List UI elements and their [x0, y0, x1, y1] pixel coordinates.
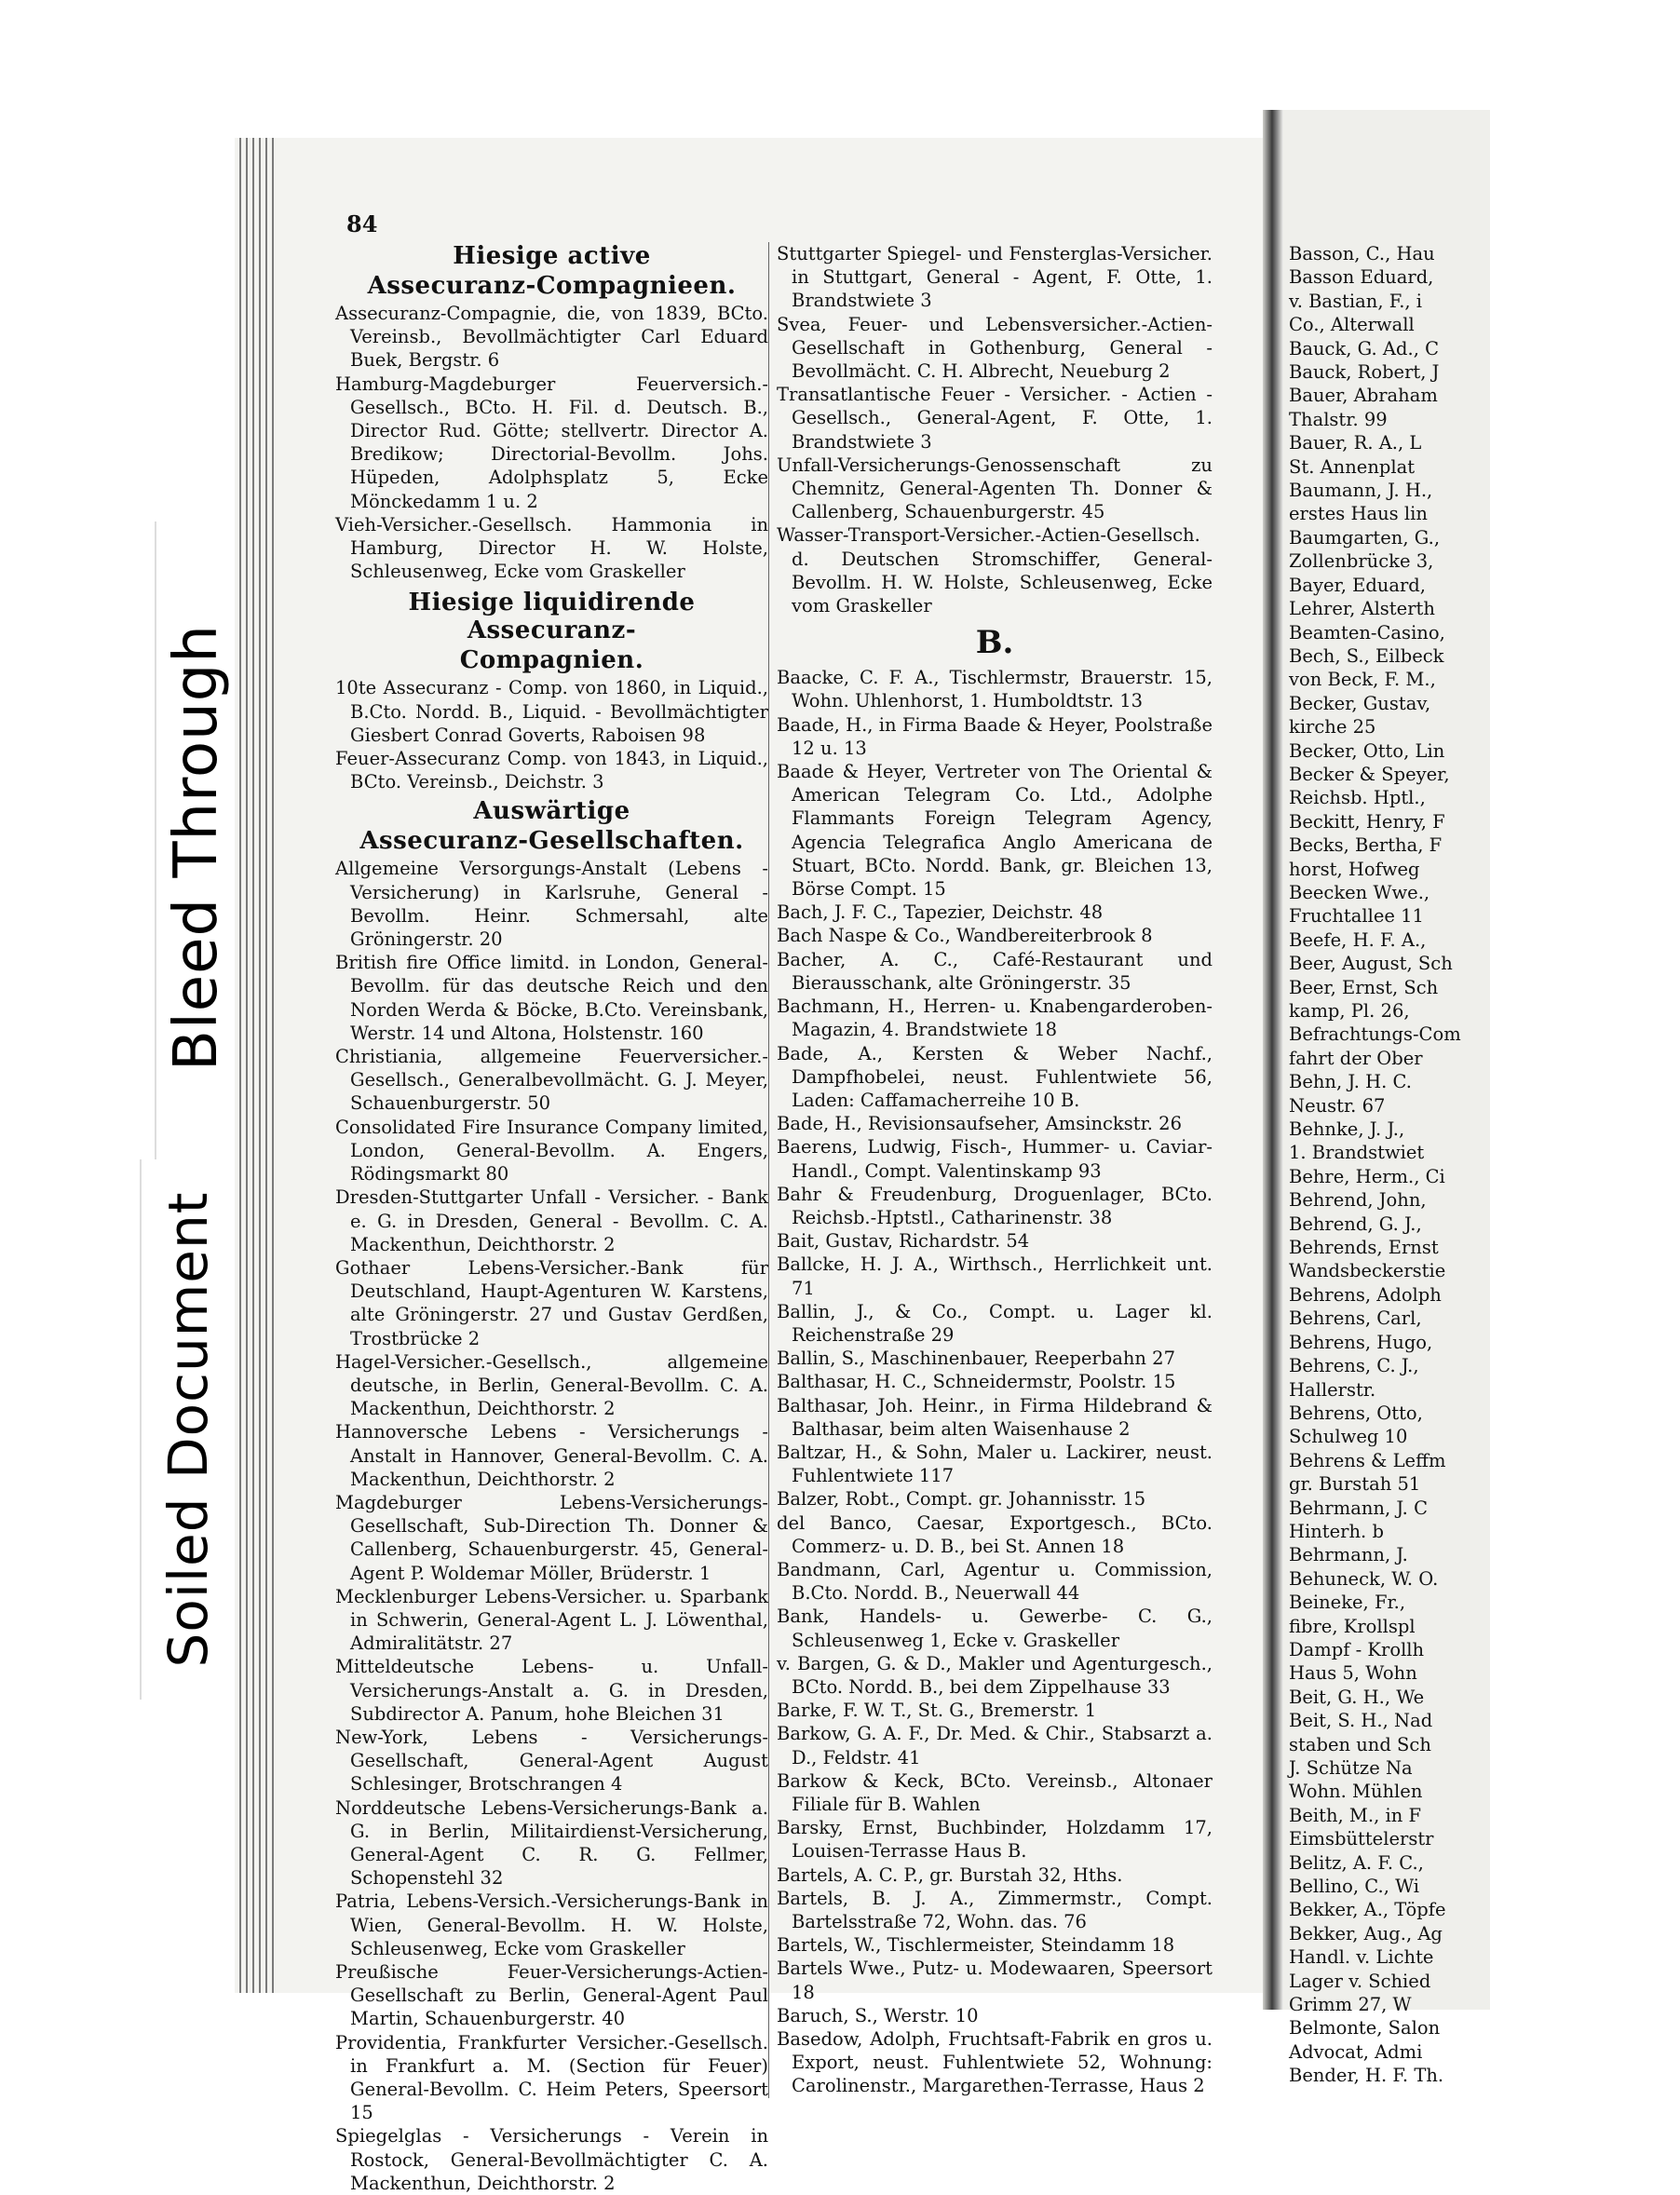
directory-entry: Allgemeine Versorgungs-Anstalt (Lebens - Versicherung) in Karlsruhe, General - Bevollm. Heinr. Schmersahl, alte Gröningerstr. 20: [335, 858, 768, 951]
directory-entry: Feuer-Assecuranz Comp. von 1843, in Liquid., BCto. Vereinsb., Deichstr. 3: [335, 748, 768, 793]
facing-page-line: von Beck, F. M.,: [1289, 669, 1436, 691]
directory-entry: Balzer, Robt., Compt. gr. Johannisstr. 15: [777, 1488, 1146, 1511]
facing-page-line: Wandsbeckerstie: [1289, 1260, 1446, 1282]
directory-entry: Hamburg-Magdeburger Feuerversich.-Gesellsch., BCto. H. Fil. d. Deutsch. B., Director Rud. Götte; stellvertr. Director A. Bredikow; Directorial-Bevollm. Johs. Hüpeden, Adolphsplatz 5, Ecke Mönckedamm 1 u. 2: [335, 373, 768, 512]
left-column: [335, 242, 768, 2195]
facing-page-line: Behrens, C. J.,: [1289, 1355, 1419, 1377]
soiled-document-label-box: [140, 1159, 235, 1700]
soiled-document-label: Soiled Document: [156, 1191, 220, 1668]
facing-page-line: Becker, Otto, Lin: [1289, 739, 1445, 762]
facing-page-line: Beer, Ernst, Sch: [1289, 976, 1439, 998]
facing-page-line: Beit, S. H., Nad: [1289, 1710, 1433, 1732]
directory-entry: Baacke, C. F. A., Tischlermstr, Brauerstr. 15, Wohn. Uhlenhorst, 1. Humboldtstr. 13: [777, 667, 1213, 712]
facing-page-line: fibre, Krollspl: [1289, 1615, 1416, 1637]
directory-entry: Bartels, A. C. P., gr. Burstah 32, Hths.: [777, 1863, 1123, 1886]
directory-entry: 10te Assecuranz - Comp. von 1860, in Liquid., B.Cto. Nordd. B., Liquid. - Bevollmächtigter Giesbert Conrad Goverts, Raboisen 98: [335, 677, 768, 746]
directory-entry: Mitteldeutsche Lebens- u. Unfall-Versicherungs-Anstalt a. G. in Dresden, Subdirector A. Panum, hohe Bleichen 31: [335, 1656, 768, 1725]
facing-page-line: erstes Haus lin: [1289, 503, 1428, 525]
facing-page-line: Bauck, G. Ad., C: [1289, 337, 1440, 359]
facing-page-line: Becks, Bertha, F: [1289, 834, 1443, 857]
facing-page-line: Baumgarten, G.,: [1289, 526, 1441, 549]
facing-page-line: Behn, J. H. C.: [1289, 1071, 1412, 1093]
facing-page-line: Befrachtungs-Com: [1289, 1023, 1461, 1046]
facing-page-line: Hinterh. b: [1289, 1520, 1384, 1542]
directory-entry: Norddeutsche Lebens-Versicherungs-Bank a. G. in Berlin, Militairdienst-Versicherung, General-Agent C. R. G. Fellmer, Schopenstehl 32: [335, 1796, 768, 1890]
section-liquid: [335, 676, 768, 793]
directory-entry: Bahr & Freudenburg, Droguenlager, BCto. Reichsb.-Hptstl., Catharinenstr. 38: [777, 1183, 1213, 1228]
bleed-through-label-box: [155, 522, 237, 1173]
facing-page-line: horst, Hofweg: [1289, 858, 1420, 880]
facing-page-line: Behrens, Hugo,: [1289, 1331, 1433, 1353]
facing-page-line: Beit, G. H., We: [1289, 1686, 1425, 1708]
directory-entry: Baerens, Ludwig, Fisch-, Hummer- u. Caviar-Handl., Compt. Valentinskamp 93: [777, 1136, 1213, 1182]
directory-entry: Bach Naspe & Co., Wandbereiterbrook 8: [777, 925, 1153, 947]
facing-page-line: v. Bastian, F., i: [1289, 290, 1423, 312]
facing-page-line: Basson Eduard,: [1289, 266, 1434, 289]
directory-entry: Ballin, S., Maschinenbauer, Reeperbahn 27: [777, 1348, 1175, 1370]
facing-page-line: Behrens, Otto,: [1289, 1402, 1423, 1424]
directory-entry: Baade, H., in Firma Baade & Heyer, Poolstraße 12 u. 13: [777, 713, 1213, 759]
directory-entry: Providentia, Frankfurter Versicher.-Gesellsch. in Frankfurt a. M. (Section für Feuer) General-Bevollm. C. Heim Peters, Speersort 15: [335, 2031, 768, 2124]
facing-page-line: Dampf - Krollh: [1289, 1638, 1425, 1660]
directory-entry: Barsky, Ernst, Buchbinder, Holzdamm 17, Louisen-Terrasse Haus B.: [777, 1817, 1213, 1863]
directory-entry: British fire Office limitd. in London, General-Bevollm. für das deutsche Reich und den Norden Werda & Böcke, B.Cto. Vereinsbank, Werstr. 14 und Altona, Holstenstr. 160: [335, 952, 768, 1044]
directory-entry: Consolidated Fire Insurance Company limited, London, General-Bevollm. A. Engers, Rödingsmarkt 80: [335, 1116, 768, 1186]
directory-entry: Bartels, B. J. A., Zimmermstr., Compt. Bartelsstraße 72, Wohn. das. 76: [777, 1887, 1213, 1933]
facing-page-line: Beecken Wwe.,: [1289, 881, 1430, 903]
facing-page-line: Fruchtallee 11: [1289, 905, 1424, 928]
directory-entry: Bartels, W., Tischlermeister, Steindamm 18: [777, 1934, 1175, 1957]
facing-page-line: Bayer, Eduard,: [1289, 574, 1426, 596]
directory-entry: del Banco, Caesar, Exportgesch., BCto. Commerz- u. D. B., bei St. Annen 18: [777, 1511, 1213, 1557]
heading-liquid-2: Compagnien.: [459, 646, 644, 675]
directory-entry: Stuttgarter Spiegel- und Fensterglas-Versicher. in Stuttgart, General - Agent, F. Otte, 1. Brandstwiete 3: [777, 243, 1213, 312]
facing-page-line: Beckitt, Henry, F: [1289, 810, 1445, 833]
facing-page-line: Handl. v. Lichte: [1289, 1946, 1434, 1969]
directory-entry: Ballcke, H. J. A., Wirthsch., Herrlichkeit unt. 71: [777, 1253, 1213, 1299]
facing-page-line: Bauer, Abraham: [1289, 385, 1438, 407]
directory-entry: Vieh-Versicher.-Gesellsch. Hammonia in Hamburg, Director H. W. Holste, Schleusenweg, Ecke vom Graskeller: [335, 513, 768, 583]
facing-page-line: Wohn. Mühlen: [1289, 1781, 1423, 1803]
heading-foreign-1: Auswärtige: [473, 797, 630, 826]
directory-entry: Patria, Lebens-Versich.-Versicherungs-Bank in Wien, General-Bevollm. H. W. Holste, Schleusenweg, Ecke vom Graskeller: [335, 1890, 768, 1959]
facing-page-line: Beamten-Casino,: [1289, 621, 1445, 644]
facing-page-line: Beefe, H. F. A.,: [1289, 928, 1427, 951]
directory-entry: Barke, F. W. T., St. G., Bremerstr. 1: [777, 1700, 1097, 1722]
directory-entry: Gothaer Lebens-Versicher.-Bank für Deutschland, Haupt-Agenturen W. Karstens, alte Gröningerstr. 27 und Gustav Gerdßen, Trostbrücke 2: [335, 1256, 768, 1349]
directory-entry: Bartels Wwe., Putz- u. Modewaaren, Speersort 18: [777, 1958, 1213, 2003]
facing-page-line: Bekker, A., Töpfe: [1289, 1899, 1446, 1921]
directory-entry: Baruch, S., Werstr. 10: [777, 2004, 979, 2026]
facing-page-line: Behrmann, J. C: [1289, 1497, 1429, 1519]
facing-page-line: Lehrer, Alsterth: [1289, 598, 1435, 620]
facing-page-line: gr. Burstah 51: [1289, 1473, 1421, 1496]
bleed-through-label: Bleed Through: [162, 624, 231, 1071]
facing-page-line: staben und Sch: [1289, 1733, 1431, 1755]
directory-entry: Assecuranz-Compagnie, die, von 1839, BCto. Vereinsb., Bevollmächtigter Carl Eduard Buek, Bergstr. 6: [335, 303, 768, 372]
facing-page-line: Bech, S., Eilbeck: [1289, 644, 1444, 667]
facing-page-line: St. Annenplat: [1289, 455, 1416, 478]
section-foreign: [335, 857, 768, 2195]
directory-entry: Transatlantische Feuer - Versicher. - Actien - Gesellsch., General-Agent, F. Otte, 1. Brandstwiete 3: [777, 384, 1213, 453]
letter-heading: B.: [975, 624, 1014, 662]
facing-page-line: Behrens, Adolph: [1289, 1283, 1442, 1306]
facing-page-line: Haus 5, Wohn: [1289, 1662, 1417, 1685]
facing-page-line: Beith, M., in F: [1289, 1804, 1421, 1826]
heading-liquid-1: Hiesige liquidirende Assecuranz-: [408, 589, 696, 645]
facing-page-line: Belitz, A. F. C.,: [1289, 1851, 1424, 1874]
directory-entry: Preußische Feuer-Versicherungs-Actien-Gesellschaft zu Berlin, General-Agent Paul Martin, Schauenburgerstr. 40: [335, 1961, 768, 2030]
book-gutter: [1263, 110, 1283, 2010]
directory-entry: Unfall-Versicherungs-Genossenschaft zu Chemnitz, General-Agenten Th. Donner & Callenberg, Schauenburgerstr. 45: [777, 454, 1213, 523]
facing-page-line: Co., Alterwall: [1289, 314, 1415, 336]
facing-page-line: Zollenbrücke 3,: [1289, 550, 1434, 573]
facing-page-line: Basson, C., Hau: [1289, 243, 1435, 264]
directory-entry: Bade, H., Revisionsaufseher, Amsinckstr. 26: [777, 1113, 1182, 1135]
directory-entry: Spiegelglas - Versicherungs - Verein in Rostock, General-Bevollmächtigter C. A. Mackenthun, Deichthorstr. 2: [335, 2125, 768, 2194]
directory-entry: Bandmann, Carl, Agentur u. Commission, B.Cto. Nordd. B., Neuerwall 44: [777, 1558, 1213, 1605]
facing-page-line: Eimsbüttelerstr: [1289, 1828, 1434, 1850]
facing-page-line: Neustr. 67: [1289, 1094, 1386, 1117]
facing-page-line: Grimm 27, W: [1289, 1994, 1412, 2016]
directory-entry: New-York, Lebens - Versicherungs-Gesellschaft, General-Agent August Schlesinger, Brotschrangen 4: [335, 1726, 768, 1795]
directory-entry: Bachmann, H., Herren- u. Knabengarderoben-Magazin, 4. Brandstwiete 18: [777, 996, 1213, 1041]
section-active: [335, 302, 768, 583]
section-b-entries: [777, 666, 1213, 2097]
heading-active-1: Hiesige active: [453, 242, 651, 270]
facing-page-line: Behrmann, J.: [1289, 1544, 1408, 1566]
directory-entry: Barkow, G. A. F., Dr. Med. & Chir., Stabsarzt a. D., Feldstr. 41: [777, 1723, 1213, 1768]
facing-page-line: Behrend, G. J.,: [1289, 1213, 1422, 1235]
facing-page-line: Behrend, John,: [1289, 1189, 1427, 1212]
middle-column: [768, 242, 1213, 2098]
directory-entry: v. Bargen, G. & D., Makler und Agenturgesch., BCto. Nordd. B., bei dem Zippelhause 33: [777, 1652, 1213, 1698]
facing-page-line: Bauer, R. A., L: [1289, 432, 1422, 454]
directory-entry: Balthasar, Joh. Heinr., in Firma Hildebrand & Balthasar, beim alten Waisenhause 2: [777, 1394, 1213, 1440]
directory-entry: Bach, J. F. C., Tapezier, Deichstr. 48: [777, 901, 1104, 924]
facing-page-line: kamp, Pl. 26,: [1289, 1000, 1410, 1022]
facing-page-line: Beer, August, Sch: [1289, 953, 1453, 975]
facing-page-line: Becker, Gustav,: [1289, 692, 1431, 714]
directory-entry: Bacher, A. C., Café-Restaurant und Bierausschank, alte Gröningerstr. 35: [777, 948, 1213, 994]
directory-entry: Christiania, allgemeine Feuerversicher.-Gesellsch., Generalbevollmächt. G. J. Meyer, Schauenburgerstr. 50: [335, 1046, 768, 1115]
facing-page-line: Bauck, Robert, J: [1289, 361, 1440, 384]
page-number: 84: [346, 210, 378, 237]
facing-page-line: Advocat, Admi: [1289, 2040, 1423, 2063]
directory-entry: Mecklenburger Lebens-Versicher. u. Sparbank in Schwerin, General-Agent L. J. Löwenthal, Admiralitätstr. 27: [335, 1585, 768, 1655]
directory-entry: Wasser-Transport-Versicher.-Actien-Gesellsch. d. Deutschen Stromschiffer, General-Bevollm. H. W. Holste, Schleusenweg, Ecke vom Graskeller: [777, 524, 1213, 617]
facing-page-line: kirche 25: [1289, 716, 1376, 738]
section-continued: [777, 242, 1213, 617]
facing-page-line: Behrends, Ernst: [1289, 1237, 1439, 1259]
facing-page-line: Bekker, Aug., Ag: [1289, 1922, 1443, 1944]
directory-entry: Bank, Handels- u. Gewerbe- C. G., Schleusenweg 1, Ecke v. Graskeller: [777, 1606, 1213, 1651]
facing-page-line: Schulweg 10: [1289, 1426, 1408, 1448]
directory-entry: Dresden-Stuttgarter Unfall - Versicher. - Bank e. G. in Dresden, General - Bevollm. C. A. Mackenthun, Deichthorstr. 2: [335, 1186, 768, 1255]
facing-page-line: Behnke, J. J.,: [1289, 1118, 1405, 1141]
directory-entry: Hagel-Versicher.-Gesellsch., allgemeine deutsche, in Berlin, General-Bevollm. C. A. Mackenthun, Deichthorstr. 2: [335, 1350, 768, 1420]
directory-entry: Balthasar, H. C., Schneidermstr, Poolstr. 15: [777, 1371, 1176, 1393]
directory-entry: Baade & Heyer, Vertreter von The Oriental & American Telegram Co. Ltd., Adolphe Flammants Foreign Telegram Agency, Agencia Telegrafica Anglo Americana de Stuart, BCto. Nordd. Bank, gr. Bleichen 13, Börse Compt. 15: [777, 761, 1213, 901]
facing-page-line: 1. Brandstwiet: [1289, 1142, 1425, 1164]
facing-page-line: Thalstr. 99: [1289, 408, 1388, 430]
facing-page-line: Bender, H. F. Th.: [1289, 2065, 1444, 2087]
facing-page-line: Reichsb. Hptl.,: [1289, 787, 1426, 809]
facing-page-line: J. Schütze Na: [1289, 1757, 1413, 1779]
facing-page-line: Beineke, Fr.,: [1289, 1592, 1406, 1614]
directory-entry: Ballin, J., & Co., Compt. u. Lager kl. Reichenstraße 29: [777, 1300, 1213, 1346]
facing-page-line: Bellino, C., Wi: [1289, 1876, 1420, 1898]
directory-entry: Magdeburger Lebens-Versicherungs-Gesellschaft, Sub-Direction Th. Donner & Callenberg, Schauenburgerstr. 45, General-Agent P. Woldemar Möller, Brüderstr. 1: [335, 1491, 768, 1584]
facing-page-column: [1289, 242, 1680, 2088]
facing-page-line: Behrens & Leffm: [1289, 1449, 1446, 1471]
facing-page-line: Hallerstr.: [1289, 1378, 1376, 1401]
facing-page-line: fahrt der Ober: [1289, 1047, 1423, 1069]
directory-entry: Svea, Feuer- und Lebensversicher.-Actien-Gesellschaft in Gothenburg, General - Bevollmächt. C. H. Albrecht, Neueburg 2: [777, 313, 1213, 383]
facing-page-line: Behrens, Carl,: [1289, 1308, 1422, 1330]
heading-foreign-2: Assecuranz-Gesellschaften.: [359, 827, 744, 856]
directory-entry: Bade, A., Kersten & Weber Nachf., Dampfhobelei, neust. Fuhlentwiete 56, Laden: Caffamacherreihe 10 B.: [777, 1042, 1213, 1111]
directory-entry: Baltzar, H., & Sohn, Maler u. Lackirer, neust. Fuhlentwiete 117: [777, 1441, 1213, 1487]
facing-page: [1283, 110, 1490, 2087]
facing-page-line: Behuneck, W. O.: [1289, 1567, 1439, 1590]
directory-entry: Basedow, Adolph, Fruchtsaft-Fabrik en gros u. Export, neust. Fuhlentwiete 52, Wohnung: Carolinenstr., Margarethen-Terrasse, Haus 2: [777, 2028, 1213, 2097]
facing-page-line: Behre, Herm., Ci: [1289, 1165, 1445, 1187]
facing-page-line: Becker & Speyer,: [1289, 763, 1450, 785]
heading-active-2: Assecuranz-Compagnieen.: [367, 272, 737, 300]
directory-entry: Hannoversche Lebens - Versicherungs - Anstalt in Hannover, General-Bevollm. C. A. Mackenthun, Deichthorstr. 2: [335, 1421, 768, 1490]
facing-page-line: Lager v. Schied: [1289, 1970, 1431, 1992]
facing-page-line: Belmonte, Salon: [1289, 2017, 1441, 2039]
directory-entry: Barkow & Keck, BCto. Vereinsb., Altonaer Filiale für B. Wahlen: [777, 1769, 1213, 1815]
facing-page-line: Baumann, J. H.,: [1289, 480, 1433, 502]
page-edges: [235, 138, 278, 1993]
directory-entry: Bait, Gustav, Richardstr. 54: [777, 1230, 1030, 1253]
